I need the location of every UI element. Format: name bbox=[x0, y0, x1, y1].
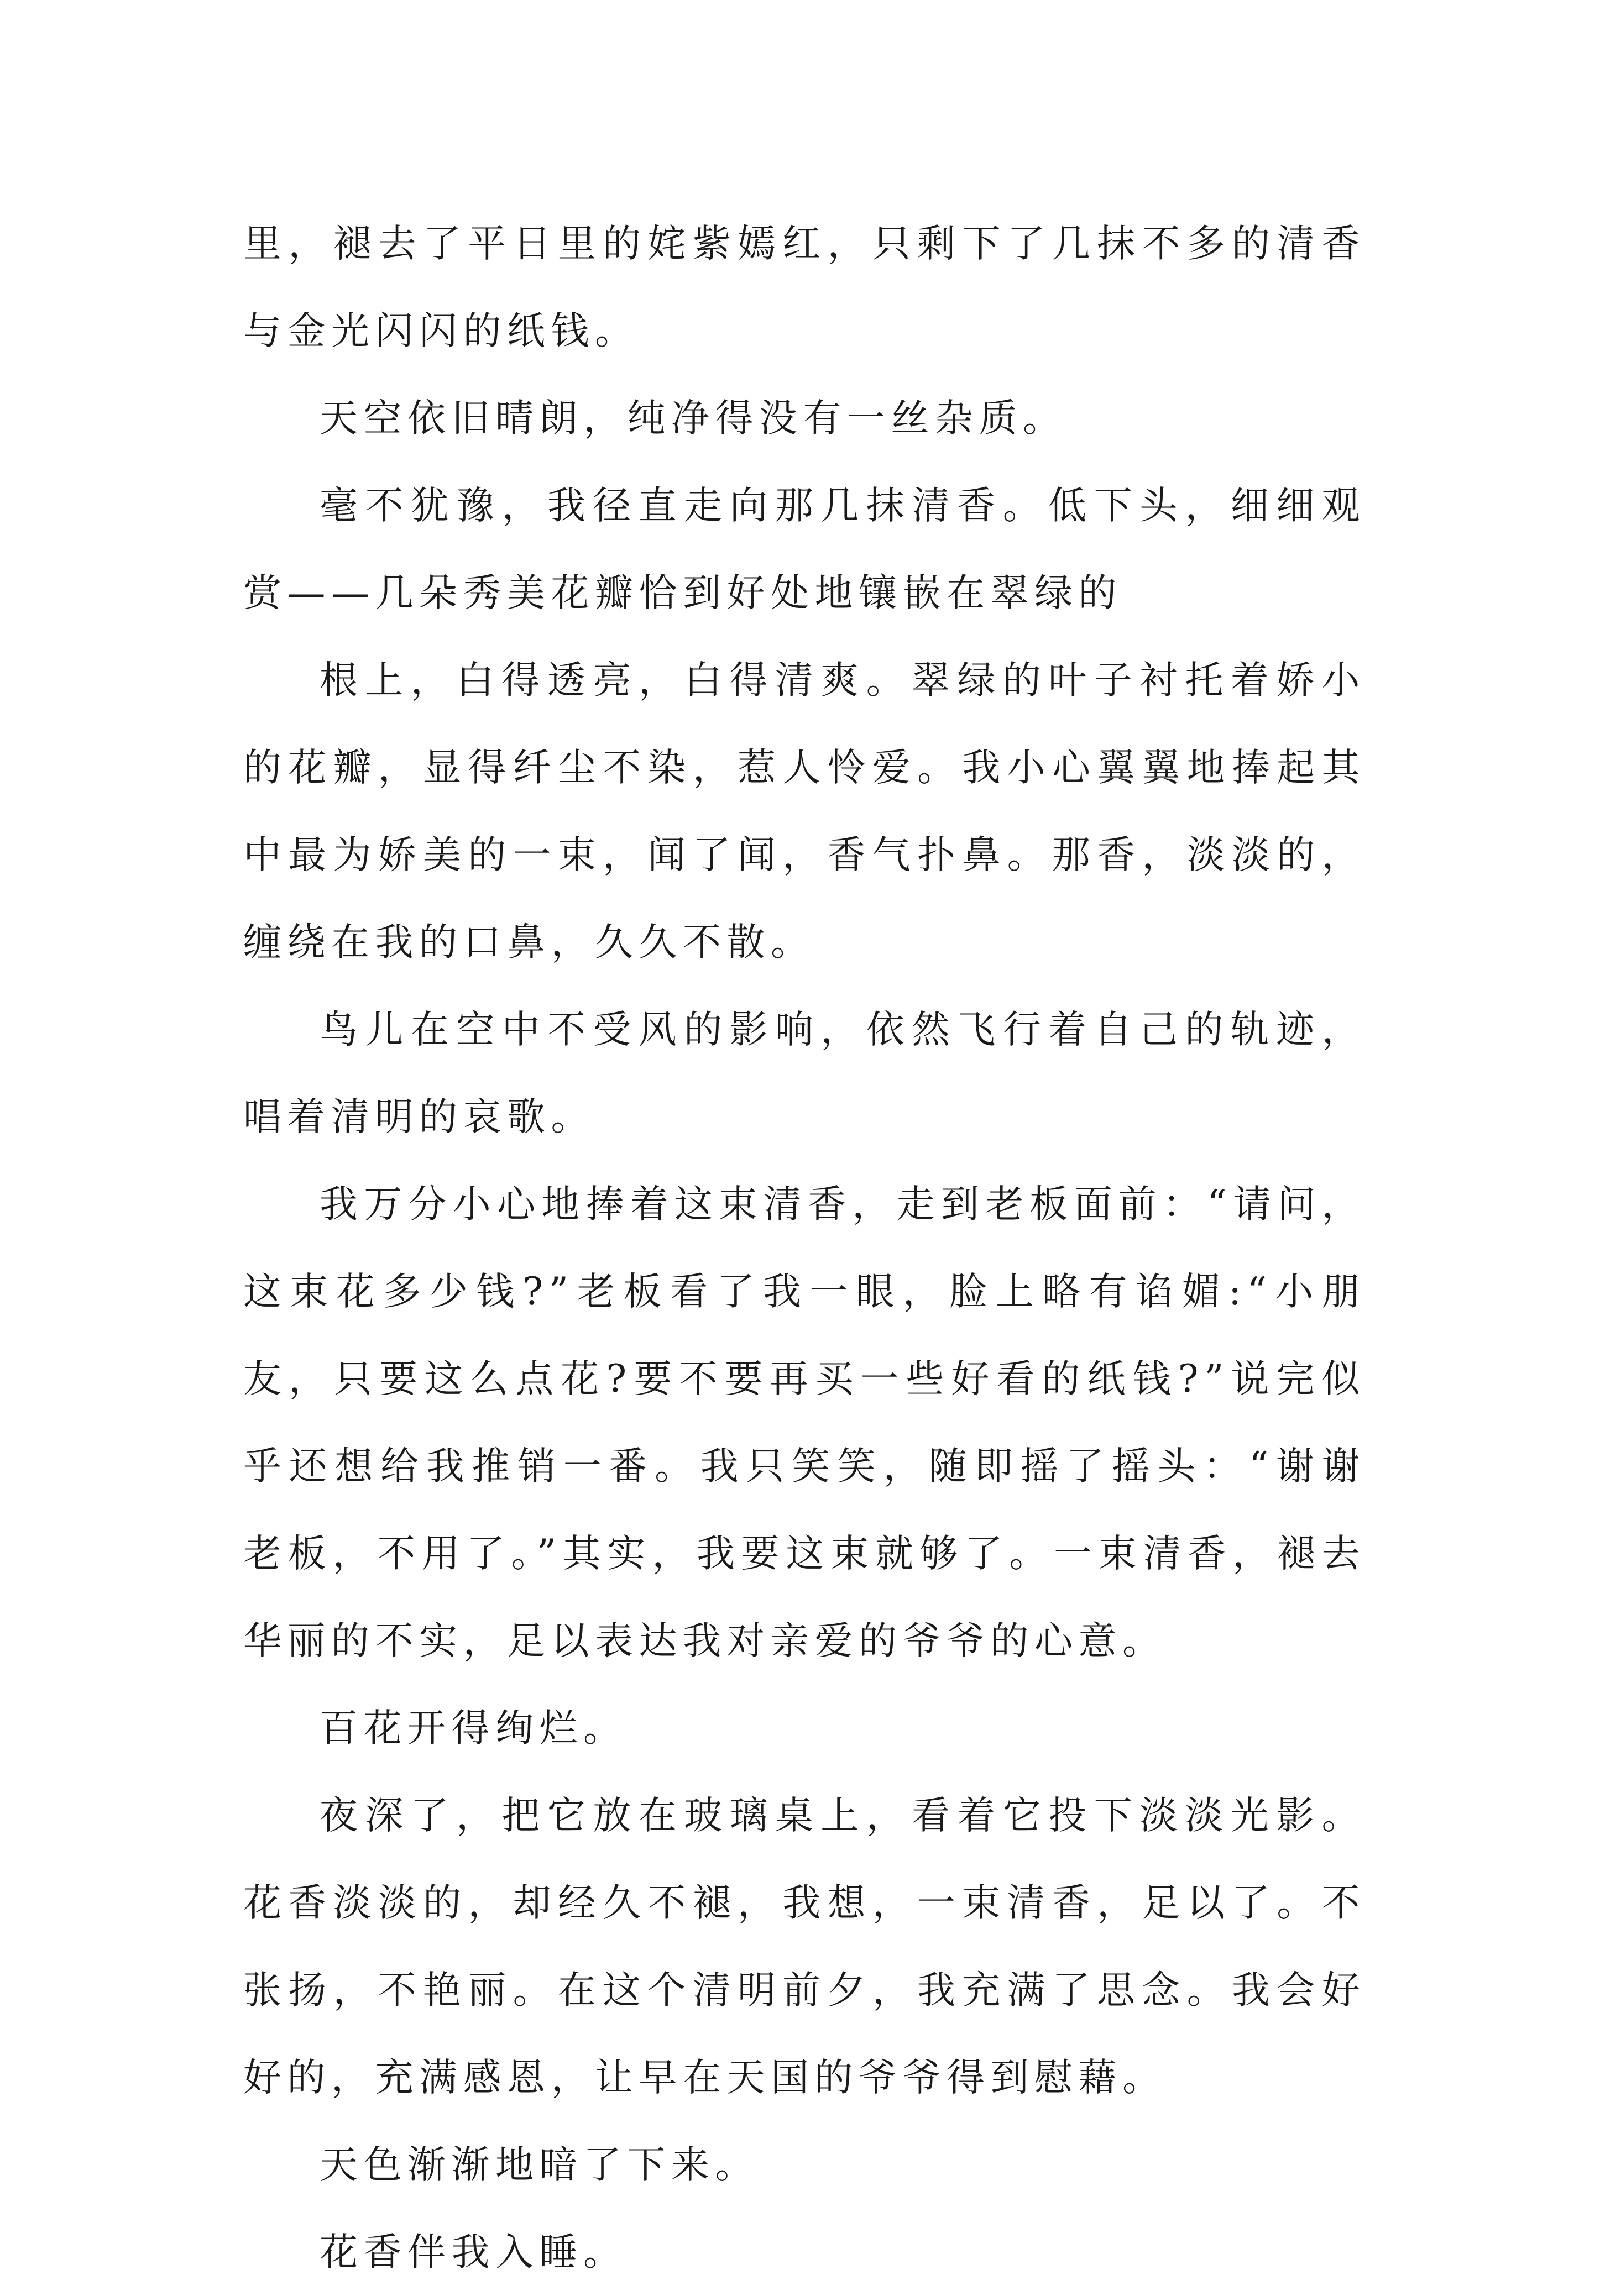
essay-body bbox=[243, 200, 1366, 2296]
paragraph-continued: 里，褪去了平日里的姹紫嫣红，只剩下了几抹不多的清香与金光闪闪的纸钱。 bbox=[243, 222, 1366, 353]
paragraph-sleep: 花香伴我入睡。 bbox=[320, 2230, 628, 2274]
paragraph-night: 夜深了，把它放在玻璃桌上，看着它投下淡淡光影。花香淡淡的，却经久不褪，我想，一束清香，足以了。不张扬，不艳丽。在这个清明前夕，我充满了思念。我会好好的，充满感恩，让早在天国的爷爷得到慰藉。 bbox=[243, 1794, 1366, 2100]
paragraph-flowers: 百花开得绚烂。 bbox=[320, 1706, 628, 1750]
paragraph-fragrance: 毫不犹豫，我径直走向那几抹清香。低下头，细细观赏——几朵秀美花瓣恰到好处地镶嵌在翠绿的 bbox=[243, 484, 1366, 615]
paragraph-birds: 鸟儿在空中不受风的影响，依然飞行着自己的轨迹，唱着清明的哀歌。 bbox=[243, 1008, 1366, 1139]
paragraph-dusk: 天色渐渐地暗了下来。 bbox=[320, 2143, 759, 2187]
paragraph-petals: 根上，白得透亮，白得清爽。翠绿的叶子衬托着娇小的花瓣，显得纤尘不染，惹人怜爱。我小心翼翼地捧起其中最为娇美的一束，闻了闻，香气扑鼻。那香，淡淡的，缠绕在我的口鼻，久久不散。 bbox=[243, 658, 1366, 964]
paragraph-shopkeeper: 我万分小心地捧着这束清香，走到老板面前：“请问，这束花多少钱?”老板看了我一眼，脸上略有谄媚:“小朋友，只要这么点花?要不要再买一些好看的纸钱?”说完似乎还想给我推销一番。我只笑笑，随即摇了摇头：“谢谢老板，不用了。”其实，我要这束就够了。一束清香，褪去华丽的不实，足以表达我对亲爱的爷爷的心意。 bbox=[243, 1182, 1366, 1663]
paragraph-sky: 天空依旧晴朗，纯净得没有一丝杂质。 bbox=[320, 396, 1067, 441]
